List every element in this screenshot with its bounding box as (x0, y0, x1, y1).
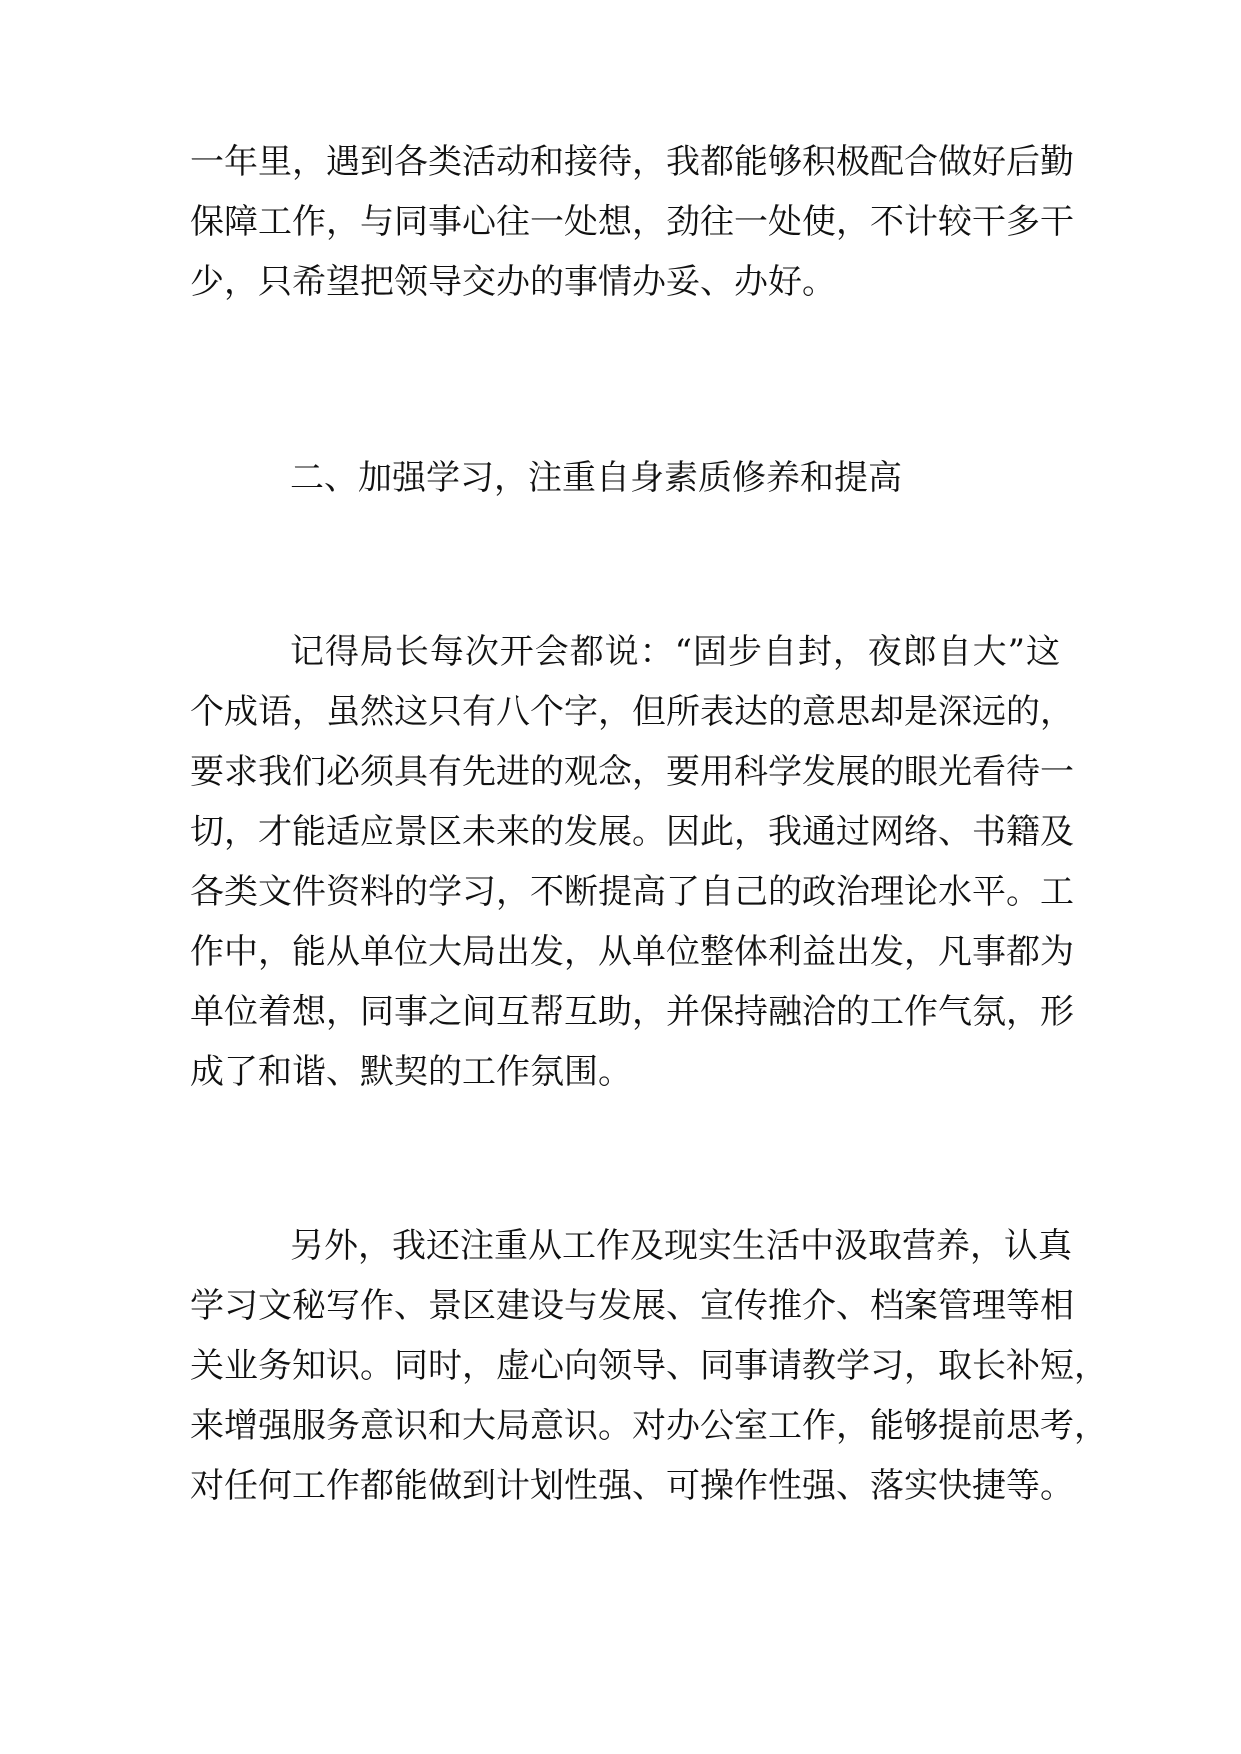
paragraph-3-line-5: 对任何工作都能做到计划性强、可操作性强、落实快捷等。 (190, 1466, 1074, 1506)
paragraph-2-line-5: 各类文件资料的学习，不断提高了自己的政治理论水平。工 (190, 872, 1074, 912)
paragraph-2-line-2: 个成语，虽然这只有八个字，但所表达的意思却是深远的， (190, 692, 1074, 732)
section-heading: 二、加强学习，注重自身素质修养和提高 (290, 458, 902, 498)
paragraph-2-line-7: 单位着想，同事之间互帮互助，并保持融洽的工作气氛，形 (190, 992, 1074, 1032)
paragraph-1-line-1: 一年里，遇到各类活动和接待，我都能够积极配合做好后勤 (190, 142, 1074, 182)
paragraph-2-line-8: 成了和谐、默契的工作氛围。 (190, 1052, 632, 1092)
paragraph-3-line-2: 学习文秘写作、景区建设与发展、宣传推介、档案管理等相 (190, 1286, 1074, 1326)
paragraph-3-line-1: 另外，我还注重从工作及现实生活中汲取营养，认真 (290, 1226, 1072, 1266)
paragraph-2-line-6: 作中，能从单位大局出发，从单位整体利益出发，凡事都为 (190, 932, 1074, 972)
paragraph-3-line-4: 来增强服务意识和大局意识。对办公室工作，能够提前思考， (190, 1406, 1108, 1446)
paragraph-2-line-4: 切，才能适应景区未来的发展。因此，我通过网络、书籍及 (190, 812, 1074, 852)
paragraph-1-line-3: 少，只希望把领导交办的事情办妥、办好。 (190, 262, 836, 302)
paragraph-3-line-3: 关业务知识。同时，虚心向领导、同事请教学习，取长补短， (190, 1346, 1108, 1386)
paragraph-1-line-2: 保障工作，与同事心往一处想，劲往一处使，不计较干多干 (190, 202, 1074, 242)
paragraph-2-line-3: 要求我们必须具有先进的观念，要用科学发展的眼光看待一 (190, 752, 1074, 792)
paragraph-2-line-1: 记得局长每次开会都说：“固步自封，夜郎自大”这 (290, 632, 1060, 672)
